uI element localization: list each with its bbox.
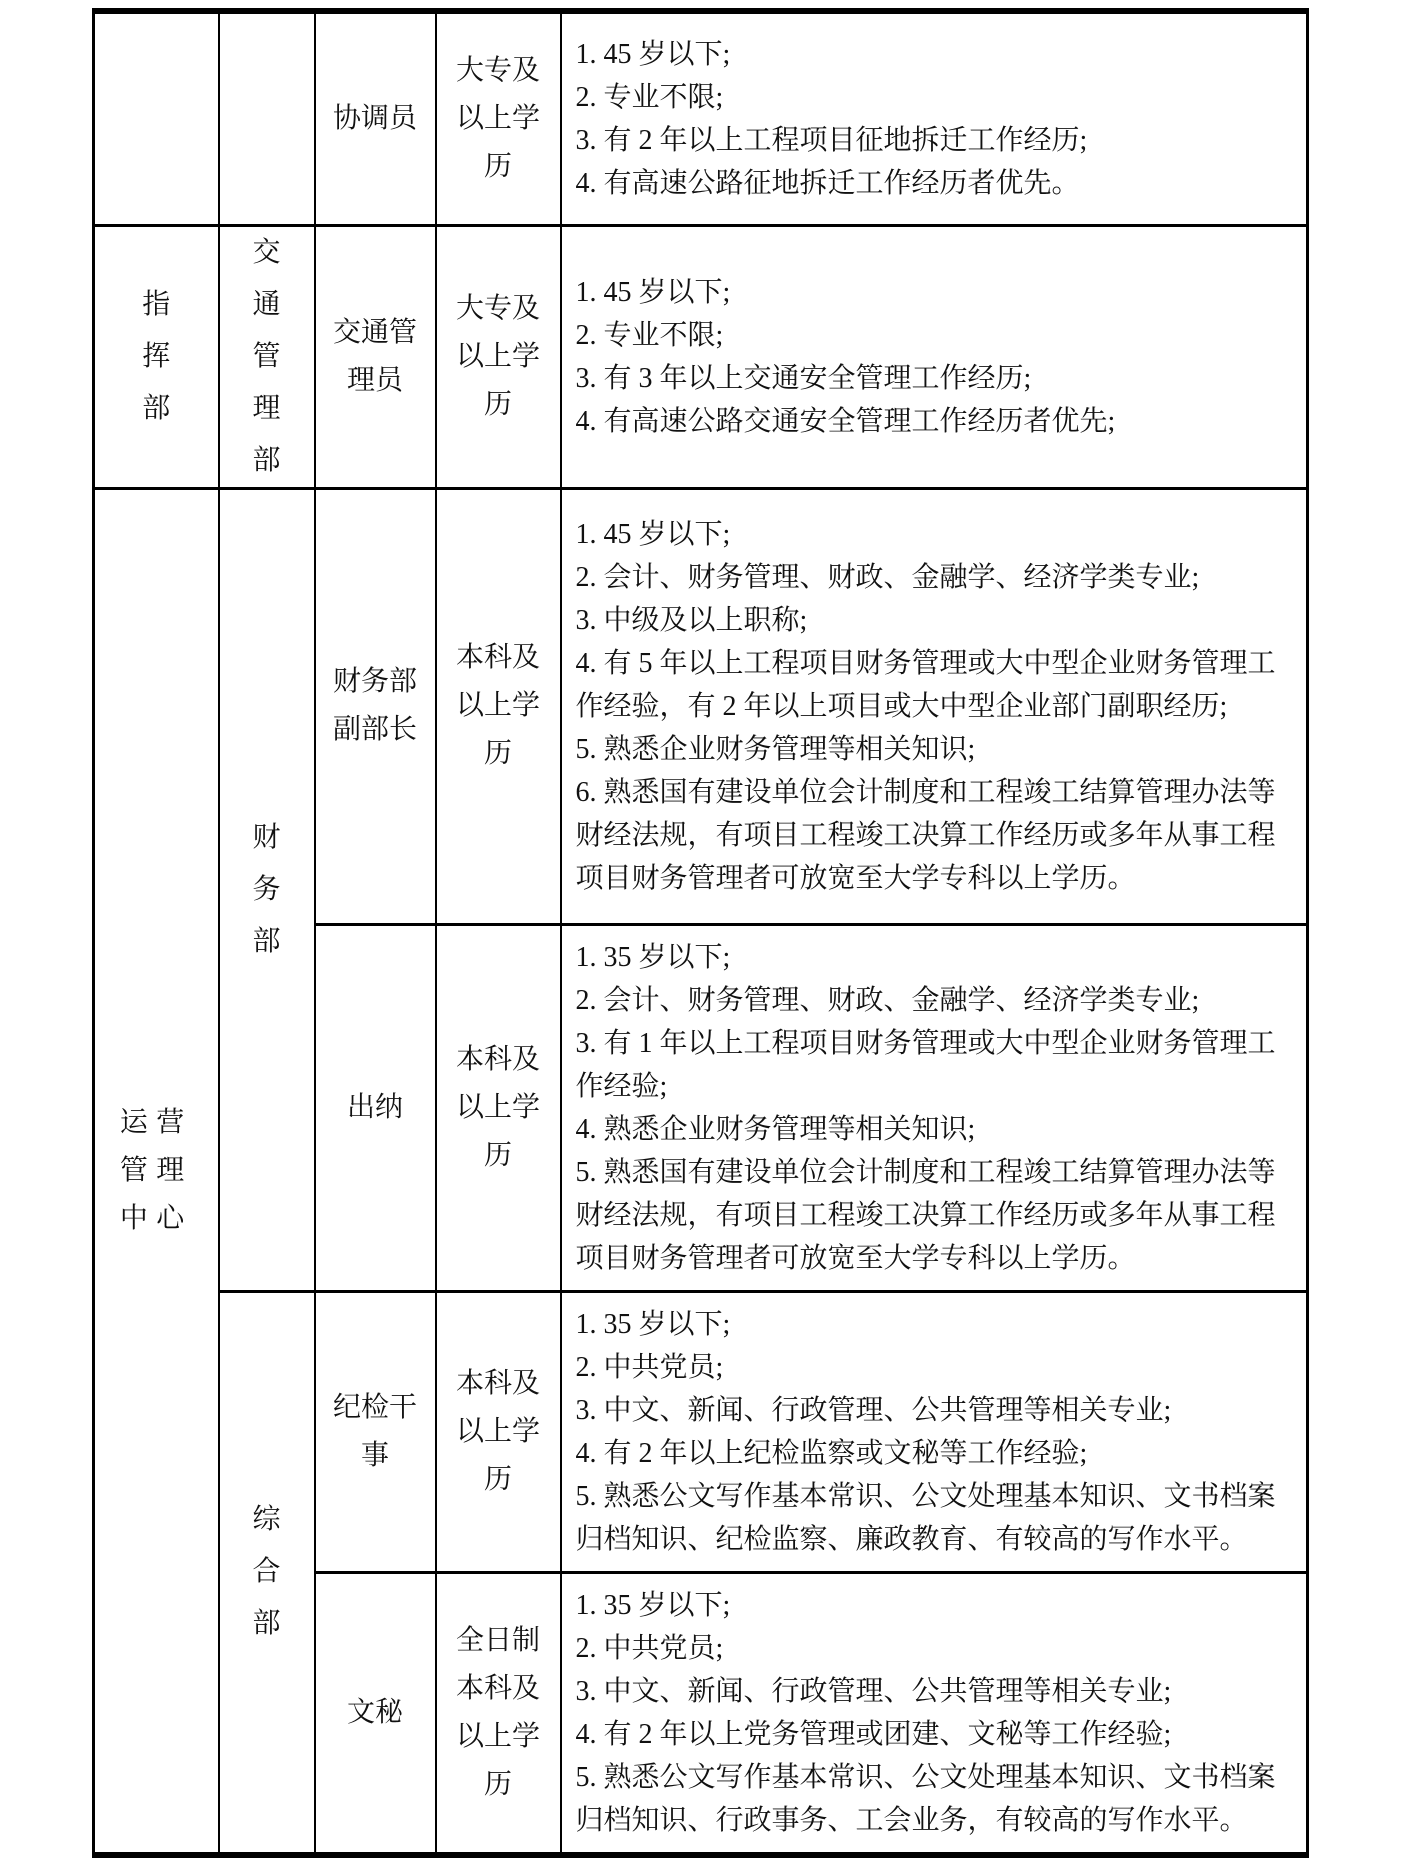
cell-education: 本科及以上学历 [436, 1291, 561, 1572]
requirement-line: 1. 45 岁以下; [575, 518, 731, 550]
table-row [94, 11, 1308, 225]
cell-requirements [561, 11, 1308, 225]
requirement-line: 4. 有 2 年以上纪检监察或文秘等工作经验; [575, 1437, 1088, 1469]
cell-education: 本科及以上学历 [436, 488, 561, 924]
recruitment-table [92, 8, 1309, 1858]
requirement-line: 2. 中共党员; [575, 1351, 724, 1383]
cell-subdept-general: 综合部 [219, 1291, 315, 1855]
cell-position-secretary: 文秘 [315, 1572, 436, 1855]
cell-education: 大专及以上学历 [436, 11, 561, 225]
requirement-line: 1. 35 岁以下; [575, 1308, 731, 1340]
cell-dept-empty [94, 11, 219, 225]
requirement-line: 1. 45 岁以下; [575, 38, 731, 70]
cell-position-cashier: 出纳 [315, 924, 436, 1291]
requirement-line: 3. 中文、新闻、行政管理、公共管理等相关专业; [575, 1394, 1172, 1426]
requirement-line: 4. 有高速公路征地拆迁工作经历者优先。 [575, 167, 1080, 199]
cell-education: 全日制本科及以上学历 [436, 1572, 561, 1855]
table-row [94, 225, 1308, 488]
requirement-line: 5. 熟悉公文写作基本常识、公文处理基本知识、文书档案归档知识、行政事务、工会业务，有较高的写作水平。 [575, 1761, 1276, 1836]
requirement-line: 3. 有 2 年以上工程项目征地拆迁工作经历; [575, 124, 1088, 156]
requirement-line: 3. 有 3 年以上交通安全管理工作经历; [575, 362, 1032, 394]
requirement-line: 4. 有 5 年以上工程项目财务管理或大中型企业财务管理工作经验，有 2 年以上项目或大中型企业部门副职经历; [575, 647, 1276, 722]
cell-subdept-finance: 财务部 [219, 488, 315, 1291]
cell-education: 本科及以上学历 [436, 924, 561, 1291]
requirement-line: 3. 中文、新闻、行政管理、公共管理等相关专业; [575, 1675, 1172, 1707]
requirement-line: 2. 会计、财务管理、财政、金融学、经济学类专业; [575, 561, 1200, 593]
cell-requirements [561, 924, 1308, 1291]
requirement-line: 1. 35 岁以下; [575, 941, 731, 973]
cell-position-coordinator: 协调员 [315, 11, 436, 225]
cell-requirements [561, 1291, 1308, 1572]
cell-position-traffic-administrator: 交通管理员 [315, 225, 436, 488]
requirement-line: 4. 有高速公路交通安全管理工作经历者优先; [575, 405, 1116, 437]
requirement-line: 3. 中级及以上职称; [575, 604, 808, 636]
requirement-line: 3. 有 1 年以上工程项目财务管理或大中型企业财务管理工作经验; [575, 1027, 1276, 1102]
requirement-line: 1. 35 岁以下; [575, 1589, 731, 1621]
cell-dept-operations-center: 运营管理中心 [94, 488, 219, 1855]
cell-dept-command: 指挥部 [94, 225, 219, 488]
requirement-line: 5. 熟悉公文写作基本常识、公文处理基本知识、文书档案归档知识、纪检监察、廉政教育、有较高的写作水平。 [575, 1480, 1276, 1555]
table-row [94, 1291, 1308, 1572]
requirement-line: 4. 熟悉企业财务管理等相关知识; [575, 1113, 976, 1145]
requirement-line: 2. 会计、财务管理、财政、金融学、经济学类专业; [575, 984, 1200, 1016]
requirement-line: 5. 熟悉企业财务管理等相关知识; [575, 733, 976, 765]
table-row [94, 488, 1308, 924]
cell-position-discipline-inspection-officer: 纪检干事 [315, 1291, 436, 1572]
requirement-line: 1. 45 岁以下; [575, 276, 731, 308]
requirement-line: 2. 中共党员; [575, 1632, 724, 1664]
requirement-line: 5. 熟悉国有建设单位会计制度和工程竣工结算管理办法等财经法规，有项目工程竣工决算工作经历或多年从事工程项目财务管理者可放宽至大学专科以上学历。 [575, 1156, 1276, 1274]
cell-requirements [561, 488, 1308, 924]
cell-requirements [561, 1572, 1308, 1855]
cell-education: 大专及以上学历 [436, 225, 561, 488]
requirement-line: 4. 有 2 年以上党务管理或团建、文秘等工作经验; [575, 1718, 1172, 1750]
cell-position-finance-deputy-director: 财务部副部长 [315, 488, 436, 924]
cell-requirements [561, 225, 1308, 488]
requirement-line: 2. 专业不限; [575, 319, 724, 351]
requirement-line: 2. 专业不限; [575, 81, 724, 113]
cell-subdept-empty [219, 11, 315, 225]
requirement-line: 6. 熟悉国有建设单位会计制度和工程竣工结算管理办法等财经法规，有项目工程竣工决算工作经历或多年从事工程项目财务管理者可放宽至大学专科以上学历。 [575, 776, 1276, 894]
cell-subdept-traffic-management: 交通管理部 [219, 225, 315, 488]
